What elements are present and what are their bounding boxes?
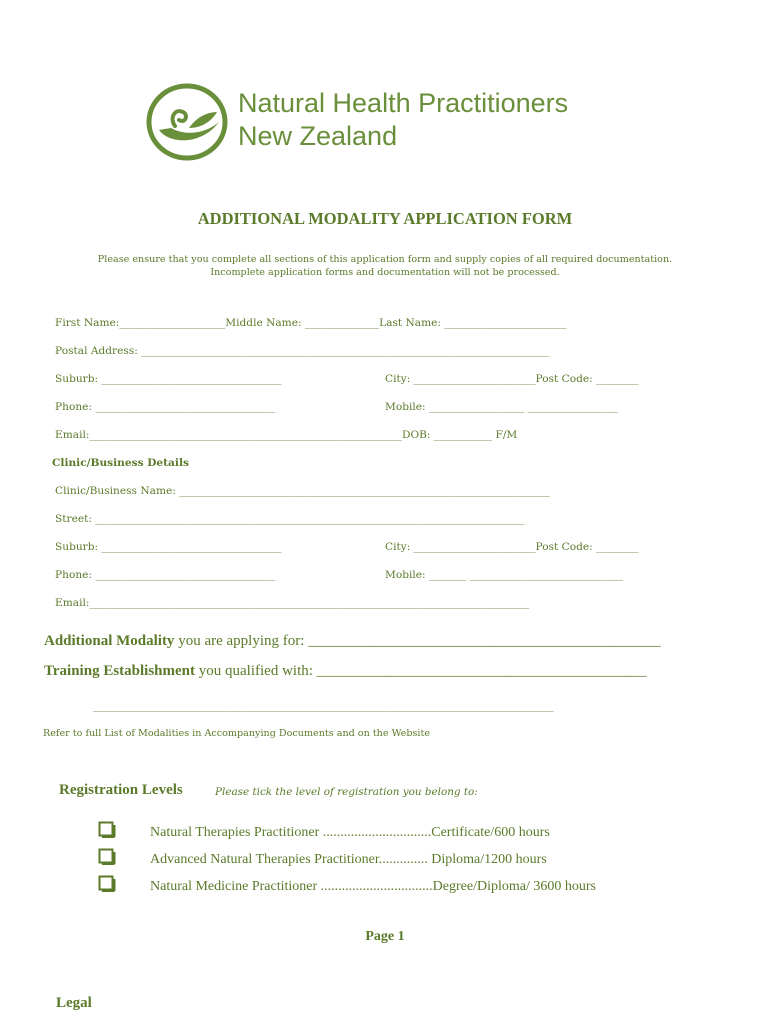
additional-modality-label: Additional Modality (44, 633, 175, 649)
registration-instruction: Please tick the level of registration you belong to: (215, 786, 478, 798)
intro-line1: Please ensure that you complete all sections of this application form and supply copies of all required documentation. (97, 254, 673, 265)
additional-modality-field[interactable] (44, 633, 661, 650)
postal-address-field[interactable]: Postal Address: _____________________________________________________________________________ (55, 345, 550, 357)
training-establishment-label: Training Establishment (44, 663, 196, 679)
checkbox-advanced-natural-therapies[interactable] (98, 848, 114, 864)
name-fields[interactable]: First Name:____________________Middle Name: ______________Last Name: _______________________ (55, 317, 567, 329)
checkbox-natural-medicine[interactable] (98, 875, 114, 891)
email-dob-field[interactable]: Email:___________________________________________________________DOB: ___________ F/M (55, 429, 518, 441)
clinic-email-field[interactable]: Email:___________________________________________________________________________________ (55, 597, 530, 609)
org-name-line2: New Zealand (238, 121, 398, 151)
registration-heading: Registration Levels (59, 782, 183, 798)
training-establishment-field[interactable] (44, 663, 647, 680)
extra-line-field[interactable]: _______________________________________________________________________________________ (93, 700, 554, 712)
clinic-suburb-field[interactable]: Suburb: __________________________________ (55, 541, 282, 553)
clinic-mobile-field[interactable]: Mobile: _______ _____________________________ (385, 569, 624, 581)
city-postcode-field[interactable]: City: _______________________Post Code: ________ (385, 373, 639, 385)
clinic-city-postcode-field[interactable]: City: _______________________Post Code: ________ (385, 541, 639, 553)
intro-line2: Incomplete application forms and documentation will not be processed. (210, 267, 560, 278)
nhpnz-logo (145, 82, 229, 162)
phone-field[interactable]: Phone: __________________________________ (55, 401, 276, 413)
legal-heading: Legal (56, 995, 92, 1011)
option-advanced-natural-therapies: Advanced Natural Therapies Practitioner.............. Diploma/1200 hours (150, 852, 547, 867)
street-field[interactable]: Street: _________________________________________________________________________________ (55, 513, 525, 525)
option-natural-medicine: Natural Medicine Practitioner ................................Degree/Diploma/ 3600 hours (150, 879, 596, 894)
mobile-field[interactable]: Mobile: __________________ _________________ (385, 401, 618, 413)
form-title: ADDITIONAL MODALITY APPLICATION FORM (197, 209, 573, 228)
training-establishment-blank: you qualified with: ____________________________________________ (195, 663, 647, 679)
additional-modality-blank: you are applying for: _______________________________________________ (174, 633, 661, 649)
suburb-field[interactable]: Suburb: __________________________________ (55, 373, 282, 385)
clinic-name-field[interactable]: Clinic/Business Name: ______________________________________________________________________ (55, 485, 550, 497)
refer-note: Refer to full List of Modalities in Accompanying Documents and on the Website (43, 728, 430, 739)
option-natural-therapies: Natural Therapies Practitioner ...............................Certificate/600 hours (150, 825, 550, 840)
page-number: Page 1 (365, 929, 405, 944)
clinic-phone-field[interactable]: Phone: __________________________________ (55, 569, 276, 581)
org-name-line1: Natural Health Practitioners (238, 88, 569, 118)
clinic-heading: Clinic/Business Details (52, 457, 189, 469)
checkbox-natural-therapies[interactable] (98, 821, 114, 837)
